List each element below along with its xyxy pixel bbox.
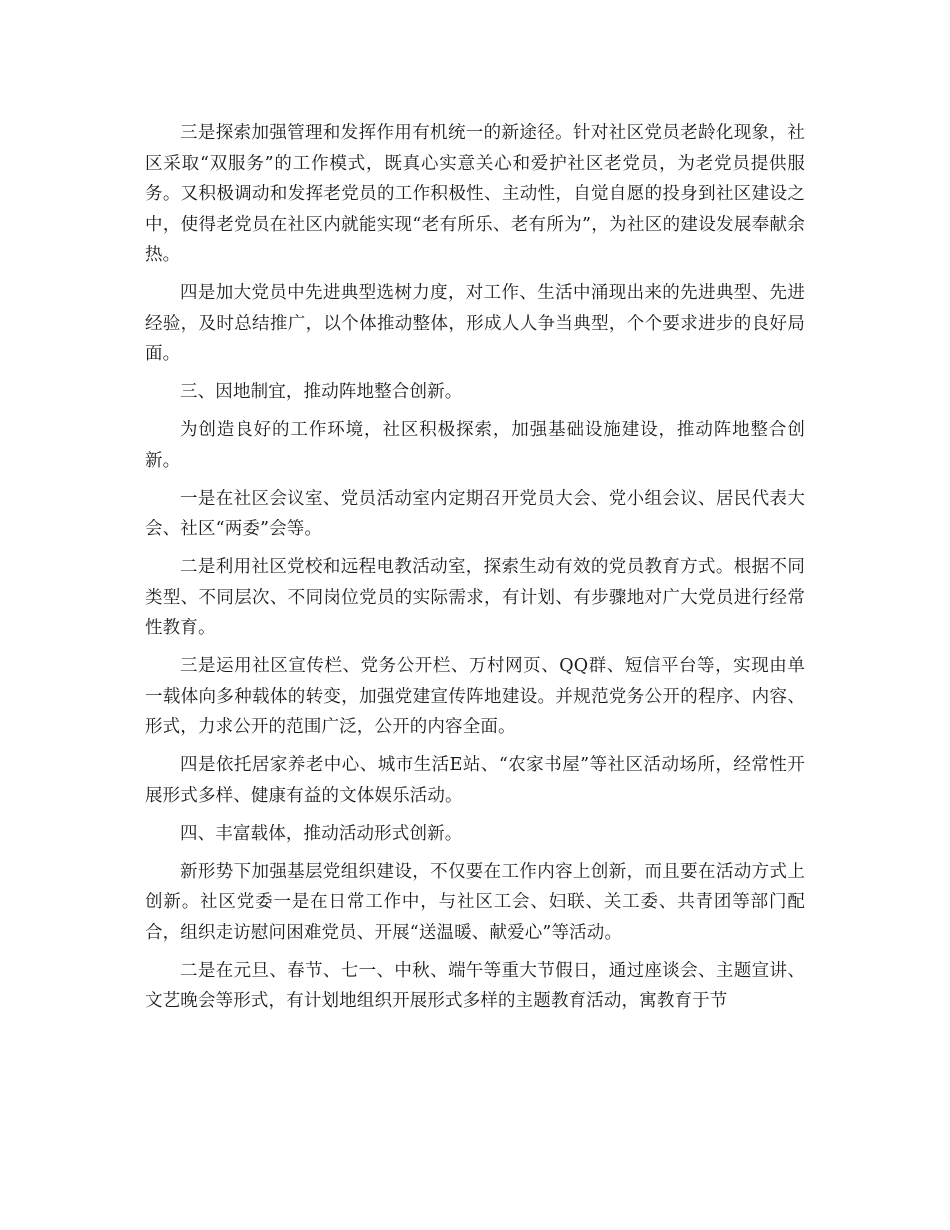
section-heading-venue-innovation: 三、因地制宜，推动阵地整合创新。 — [180, 382, 463, 402]
paragraph-new-situation: 新形势下加强基层党组织建设，不仅要在工作内容上创新，而且要在活动方式上创新。社区党委一是在日常工作中，与社区工会、妇联、关工委、共青团等部门配合，组织走访慰问困难党员、开展“送温暖、献爱心”等活动。 — [145, 861, 805, 943]
paragraph-activity-venues: 四是依托居家养老中心、城市生活E站、“农家书屋”等社区活动场所，经常性开展形式多样、健康有益的文体娱乐活动。 — [145, 755, 805, 806]
paragraph-party-school: 二是利用社区党校和远程电教活动室，探索生动有效的党员教育方式。根据不同类型、不同层次、不同岗位党员的实际需求，有计划、有步骤地对广大党员进行经常性教育。 — [145, 557, 805, 638]
paragraph-holiday-activities: 二是在元旦、春节、七一、中秋、端午等重大节假日，通过座谈会、主题宣讲、文艺晚会等形式，有计划地组织开展形式多样的主题教育活动，寓教育于节 — [145, 960, 805, 1011]
paragraph-meeting-room: 一是在社区会议室、党员活动室内定期召开党员大会、党小组会议、居民代表大会、社区“两委”会等。 — [145, 488, 805, 539]
document-body — [145, 118, 805, 1024]
paragraph-publicity-board: 三是运用社区宣传栏、党务公开栏、万村网页、QQ群、短信平台等，实现由单一载体向多种载体的转变，加强党建宣传阵地建设。并规范党务公开的程序、内容、形式，力求公开的范围广泛，公开的内容全面。 — [145, 656, 805, 737]
paragraph-old-member-service: 三是探索加强管理和发挥作用有机统一的新途径。针对社区党员老龄化现象，社区采取“双服务”的工作模式，既真心实意关心和爱护社区老党员，为老党员提供服务。又积极调动和发挥老党员的工作积极性、主动性，自觉自愿的投身到社区建设之中，使得老党员在社区内就能实现“老有所乐、老有所为”，为社区的建设发展奉献余热。 — [145, 123, 805, 265]
paragraph-venue-intro: 为创造良好的工作环境，社区积极探索，加强基础设施建设，推动阵地整合创新。 — [145, 420, 805, 471]
section-heading-activity-innovation: 四、丰富载体，推动活动形式创新。 — [180, 823, 463, 844]
paragraph-model-selection: 四是加大党员中先进典型选树力度，对工作、生活中涌现出来的先进典型、先进经验，及时总结推广，以个体推动整体，形成人人争当典型，个个要求进步的良好局面。 — [145, 283, 805, 364]
